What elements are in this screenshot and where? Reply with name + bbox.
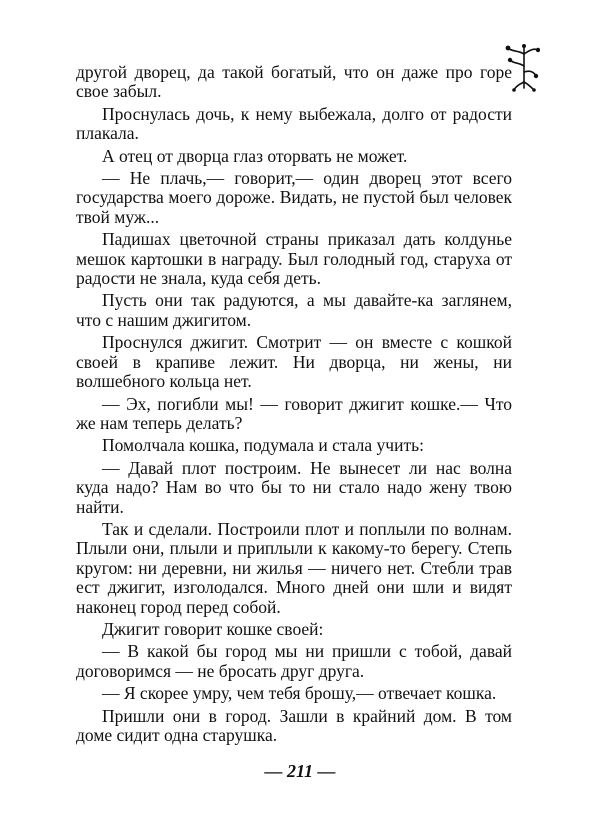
paragraph: Падишах цветочной страны приказал дать колдунье мешок картошки в награду. Был голодный год, старуха от радости не знала, куда себя деть. [76, 229, 512, 289]
paragraph: Джигит говорит кошке своей: [102, 618, 324, 639]
paragraph: — Не плачь,— говорит,— один дворец этот всего государства моего дороже. Видать, не пустой был человек твой муж... [76, 168, 512, 227]
page-number: — 211 — [264, 761, 336, 781]
story-text [76, 63, 512, 748]
paragraph: Так и сделали. Построили плот и поплыли по волнам. Плыли они, плыли и приплыли к какому-то берегу. Степь кругом: ни деревни, ни жилья — ничего нет. Стебли трав ест джигит, изголодался. Много дней они шли и видят наконец город перед собой. [76, 518, 512, 617]
paragraph: — Эх, погибли мы! — говорит джигит кошке.— Что же нам теперь делать? [76, 393, 512, 433]
paragraph: А отец от дворца глаз оторвать не может. [102, 145, 408, 166]
paragraph: — В какой бы город мы ни пришли с тобой, давай договоримся — не бросать друг друга. [76, 641, 512, 681]
paragraph: Проснулась дочь, к нему выбежала, долго от радости плакала. [76, 103, 512, 144]
paragraph: Пришли они в город. Зашли в крайний дом. В том доме сидит одна старушка. [76, 705, 512, 745]
paragraph: Пусть они так радуются, а мы давайте-ка заглянем, что с нашим джигитом. [76, 290, 512, 330]
paragraph: — Давай плот построим. Не вынесет ли нас волна куда надо? Нам во что бы то ни стало надо жену твою найти. [76, 457, 512, 517]
paragraph: Проснулся джигит. Смотрит — он вместе с кошкой своей в крапиве лежит. Ни дворца, ни жены, ни волшебного кольца нет. [76, 332, 512, 392]
paragraph: — Я скорее умру, чем тебя брошу,— отвечает кошка. [102, 683, 497, 704]
paragraph: Помолчала кошка, подумала и стала учить: [102, 435, 424, 456]
paragraph: другой дворец, да такой богатый, что он даже про горе свое забыл. [76, 62, 512, 102]
